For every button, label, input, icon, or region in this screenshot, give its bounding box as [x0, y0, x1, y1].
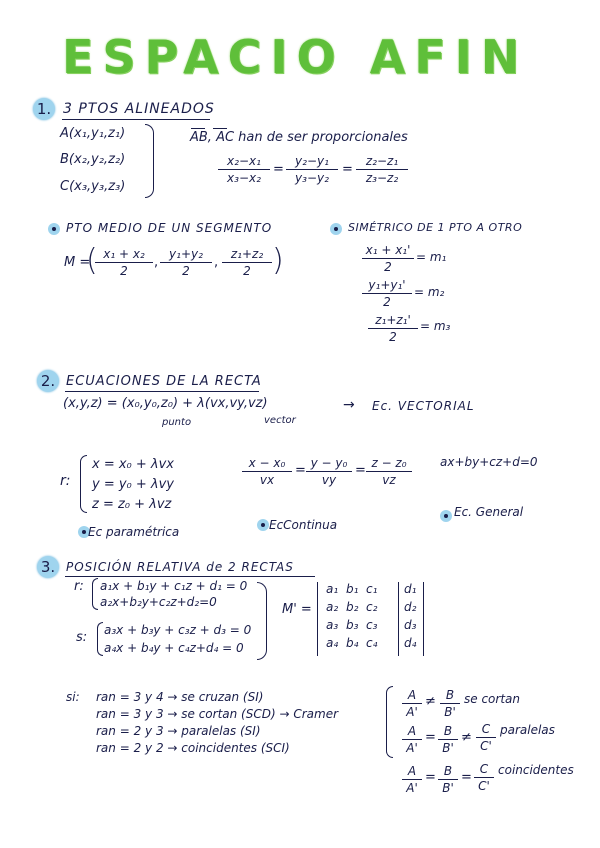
cut-label: se cortan — [464, 692, 520, 706]
matrix-cell: c₃ — [366, 618, 378, 632]
cmp3-b: $\frac{B}{B'}$ — [438, 764, 458, 795]
matrix-cell: b₁ — [346, 582, 359, 596]
param-brace — [80, 455, 87, 513]
case-3: ran = 2 y 3 → paralelas (SI) — [96, 724, 261, 738]
matrix-cell: d₃ — [404, 618, 417, 632]
general-label: Ec. General — [454, 505, 524, 519]
cmp2-a: $\frac{A}{A'}$ — [402, 724, 422, 755]
under-vector: vector — [264, 415, 296, 426]
midpoint-lhs: M = — [64, 255, 91, 270]
param-y: y = y₀ + λvy — [92, 477, 174, 492]
section-1-heading: 3 PTOS ALINEADOS — [63, 101, 215, 117]
symmetric-bullet — [330, 223, 342, 235]
midpoint-bullet — [48, 223, 60, 235]
vector-label: Ec. VECTORIAL — [372, 399, 475, 413]
point-c: C(x₃,y₃,z₃) — [60, 179, 126, 194]
paren-close: ) — [272, 243, 284, 278]
case-4: ran = 2 y 2 → coincidentes (SCI) — [96, 741, 290, 755]
section-3-underline — [65, 576, 315, 577]
s-equation-1: a₃x + b₃y + c₃z + d₃ = 0 — [104, 623, 252, 637]
neq-sign: ≠ — [461, 730, 472, 745]
eq-sign: = — [273, 162, 284, 177]
midpoint-y: $\frac{\text{y₁+y₂}}{2}$ — [160, 247, 212, 278]
eq-sign: = — [425, 770, 436, 785]
comma: , — [154, 255, 159, 270]
under-point: punto — [162, 417, 192, 428]
matrix-cell: b₂ — [346, 600, 359, 614]
matrix-cell: a₄ — [326, 636, 339, 650]
eq-sign: = — [425, 730, 436, 745]
matrix-cell: d₄ — [404, 636, 417, 650]
cmp2-b: $\frac{B}{B'}$ — [438, 724, 458, 755]
cont-y: $\frac{\text{y − y₀}}{vy}$ — [306, 456, 352, 487]
eq-sign: = — [355, 463, 366, 478]
coincident-label: coincidentes — [498, 763, 574, 777]
r-brace — [92, 578, 98, 610]
cmp3-a: $\frac{A}{A'}$ — [402, 764, 422, 795]
ratio-y: $\frac{\text{y₂−y₁}}{\text{y₃−y₂}}$ — [286, 154, 338, 185]
symmetric-z: $\frac{\text{z₁+z₁'}}{2}$ — [368, 313, 418, 344]
point-b: B(x₂,y₂,z₂) — [60, 152, 126, 167]
s-system-label: s: — [76, 630, 88, 645]
cont-bullet — [257, 519, 269, 531]
midpoint-z: $\frac{\text{z₁+z₂}}{2}$ — [222, 247, 272, 278]
paren-open: ( — [86, 243, 98, 278]
section-2-badge: 2. — [37, 370, 59, 392]
cont-label: EcContinua — [269, 518, 338, 532]
matrix-cell: d₂ — [404, 600, 417, 614]
compare-brace — [386, 686, 393, 758]
cmp2-c: $\frac{C}{C'}$ — [476, 722, 496, 753]
cmp3-c: $\frac{C}{C'}$ — [474, 762, 494, 793]
matrix-cell: c₂ — [366, 600, 378, 614]
r-system-label: r: — [74, 579, 84, 594]
vector-ac-arrow — [213, 128, 227, 129]
eq-sign: = — [295, 463, 306, 478]
case-1: ran = 3 y 4 → se cruzan (SI) — [96, 690, 264, 704]
midpoint-x: $\frac{\text{x₁ + x₂}}{2}$ — [95, 247, 153, 278]
cmp1-b: $\frac{B}{B'}$ — [440, 688, 460, 719]
ratio-x: $\frac{\text{x₂−x₁}}{\text{x₃−x₂}}$ — [218, 154, 270, 185]
proportional-condition: AB, AC han de ser proporcionales — [190, 130, 408, 145]
symmetric-x-result: = m₁ — [416, 250, 447, 264]
section-2-heading: ECUACIONES DE LA RECTA — [66, 374, 262, 389]
symmetric-y: $\frac{\text{y₁+y₁'}}{2}$ — [362, 278, 412, 309]
neq-sign: ≠ — [425, 694, 436, 709]
symmetric-x: $\frac{\text{x₁ + x₁'}}{2}$ — [362, 243, 414, 274]
symmetric-y-result: = m₂ — [414, 285, 445, 299]
matrix-cell: b₃ — [346, 618, 359, 632]
param-x: x = x₀ + λvx — [92, 457, 174, 472]
s-brace — [97, 622, 103, 656]
eq-sign: = — [461, 770, 472, 785]
vector-ab-arrow — [191, 128, 205, 129]
si-label: si: — [66, 690, 80, 704]
matrix-cell: a₃ — [326, 618, 339, 632]
section-1-badge: 1. — [33, 98, 55, 120]
r-equation-2: a₂x+b₂y+c₂z+d₂=0 — [100, 595, 217, 609]
parallel-label: paralelas — [500, 723, 555, 737]
point-a: A(x₁,y₁,z₁) — [60, 126, 126, 141]
s-equation-2: a₄x + b₄y + c₄z+d₄ = 0 — [104, 641, 244, 655]
symmetric-heading: SIMÉTRICO DE 1 PTO A OTRO — [348, 221, 523, 234]
case-2: ran = 3 y 3 → se cortan (SCD) → Cramer — [96, 707, 339, 721]
points-brace — [145, 124, 154, 198]
general-equation: ax+by+cz+d=0 — [440, 455, 538, 469]
system-brace — [257, 582, 267, 660]
general-bullet — [440, 510, 452, 522]
matrix-cell: a₁ — [326, 582, 339, 596]
cmp1-a: $\frac{A}{A'}$ — [402, 688, 422, 719]
section-1-underline — [62, 119, 210, 120]
param-z: z = z₀ + λvz — [92, 497, 172, 512]
r-label: r: — [60, 473, 71, 489]
cont-z: $\frac{\text{z − z₀}}{vz}$ — [366, 456, 412, 487]
vector-equation: (x,y,z) = (x₀,y₀,z₀) + λ(vx,vy,vz) — [63, 396, 268, 411]
matrix-cell: c₁ — [366, 582, 378, 596]
comma: , — [214, 255, 219, 270]
arrow: → — [343, 397, 355, 413]
cont-x: $\frac{\text{x − x₀}}{vx}$ — [242, 456, 292, 487]
section-3-heading: POSICIÓN RELATIVA de 2 RECTAS — [66, 560, 294, 574]
page-title: ESPACIO AFIN — [62, 30, 529, 84]
section-3-badge: 3. — [37, 556, 59, 578]
section-2-underline — [65, 391, 259, 392]
symmetric-z-result: = m₃ — [420, 319, 451, 333]
midpoint-heading: PTO MEDIO DE UN SEGMENTO — [66, 221, 273, 235]
param-label: Ec paramétrica — [88, 525, 180, 539]
matrix-bar-left — [317, 582, 318, 656]
matrix-bar-right — [423, 582, 424, 656]
matrix-cell: d₁ — [404, 582, 417, 596]
matrix-label: M' = — [282, 602, 312, 617]
matrix-bar-divider — [398, 582, 399, 656]
r-equation-1: a₁x + b₁y + c₁z + d₁ = 0 — [100, 579, 248, 593]
matrix-cell: a₂ — [326, 600, 339, 614]
ratio-z: $\frac{\text{z₂−z₁}}{\text{z₃−z₂}}$ — [356, 154, 408, 185]
matrix-cell: c₄ — [366, 636, 378, 650]
eq-sign: = — [342, 162, 353, 177]
matrix-cell: b₄ — [346, 636, 359, 650]
